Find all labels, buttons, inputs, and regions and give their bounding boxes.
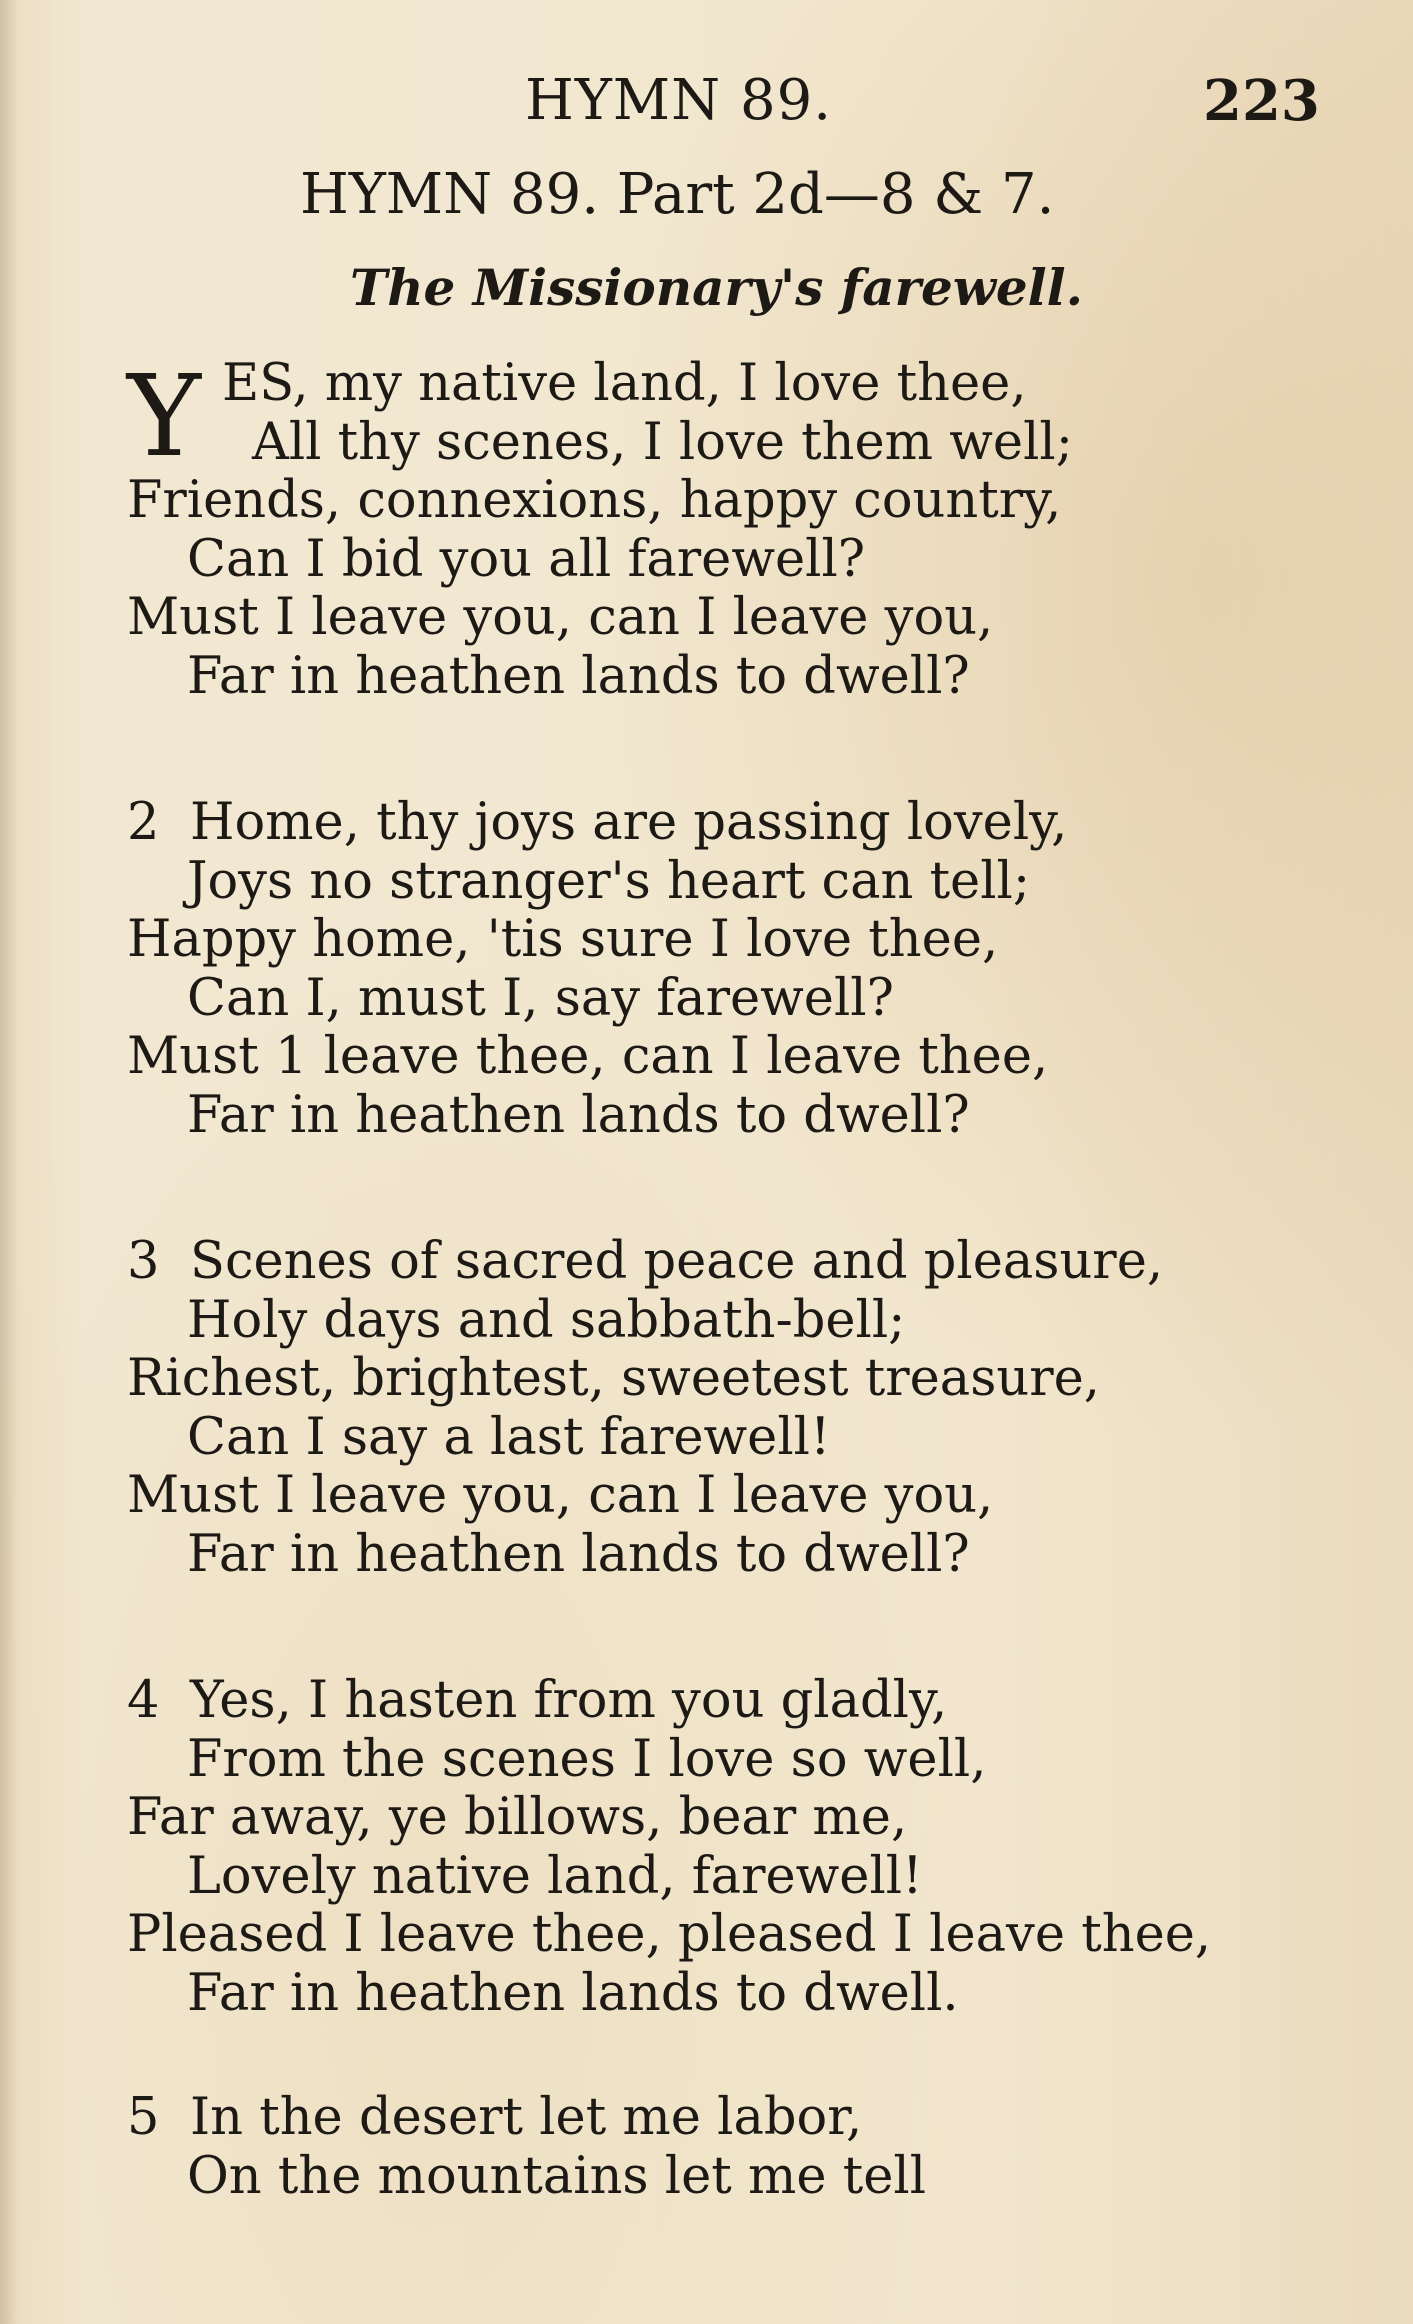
verse-line: Can I say a last farewell!: [187, 1407, 831, 1467]
verse-line: [0, 2089, 1413, 2148]
page-number: 223: [1203, 68, 1320, 134]
verse-text: In the desert let me labor,: [190, 2088, 863, 2147]
verse-line: Friends, connexions, happy country,: [127, 471, 1062, 530]
verse-line: ES, my native land, I love thee,: [222, 354, 1027, 413]
verse-line: [0, 794, 1413, 853]
verse-line: Holy days and sabbath-bell;: [187, 1290, 906, 1350]
stanza-gap: [0, 1145, 1413, 1233]
verse-line: Far in heathen lands to dwell?: [187, 1085, 970, 1145]
stanza-number: 5: [127, 2088, 160, 2147]
verse-line: On the mountains let me tell: [187, 2146, 927, 2206]
stanza-4: [0, 1672, 1413, 2023]
verse-text: Scenes of sacred peace and pleasure,: [190, 1232, 1164, 1291]
hymn-heading: HYMN 89. Part 2d—8 & 7.: [300, 162, 1055, 227]
verse-text: Home, thy joys are passing lovely,: [190, 793, 1068, 852]
verse-line: Joys no stranger's heart can tell;: [187, 851, 1031, 911]
verse-line: Happy home, 'tis sure I love thee,: [127, 910, 999, 969]
running-head: [0, 68, 1413, 138]
stanza-gap: [0, 706, 1413, 794]
stanza-gap: [0, 1584, 1413, 1672]
verse-line: Far in heathen lands to dwell?: [187, 1524, 970, 1584]
drop-cap: Y: [127, 352, 201, 482]
verse-line: Can I, must I, say farewell?: [187, 968, 894, 1028]
verse-line: Richest, brightest, sweetest treasure,: [127, 1349, 1100, 1408]
stanza-number: 2: [127, 793, 160, 852]
running-title: HYMN 89.: [525, 68, 833, 133]
verse-line: Pleased I leave thee, pleased I leave thee,: [127, 1905, 1212, 1964]
verse-line: Must I leave you, can I leave you,: [127, 588, 994, 647]
verse-line: Far in heathen lands to dwell?: [187, 646, 970, 706]
verse-line: All thy scenes, I love them well;: [252, 412, 1073, 472]
verse-line: Must 1 leave thee, can I leave thee,: [127, 1027, 1049, 1086]
verse-line: Far in heathen lands to dwell.: [187, 1963, 959, 2023]
verse-line: Far away, ye billows, bear me,: [127, 1788, 908, 1847]
stanza-2: [0, 794, 1413, 1145]
hymn-subtitle: The Missionary's farewell.: [350, 258, 1084, 317]
verse-line: [0, 1233, 1413, 1292]
stanza-number: 4: [127, 1671, 160, 1730]
verse-text: Yes, I hasten from you gladly,: [190, 1671, 948, 1730]
stanza-gap: [0, 2023, 1413, 2089]
verse-line: Lovely native land, farewell!: [187, 1846, 923, 1906]
stanza-1: [0, 352, 1413, 706]
stanza-number: 3: [127, 1232, 160, 1291]
stanza-5: [0, 2089, 1413, 2206]
verse-line: Can I bid you all farewell?: [187, 529, 866, 589]
verse-line: [0, 1672, 1413, 1731]
verse-line: Must I leave you, can I leave you,: [127, 1466, 994, 1525]
verse-line: From the scenes I love so well,: [187, 1729, 987, 1789]
stanza-3: [0, 1233, 1413, 1584]
hymn-verses: [0, 352, 1413, 2206]
